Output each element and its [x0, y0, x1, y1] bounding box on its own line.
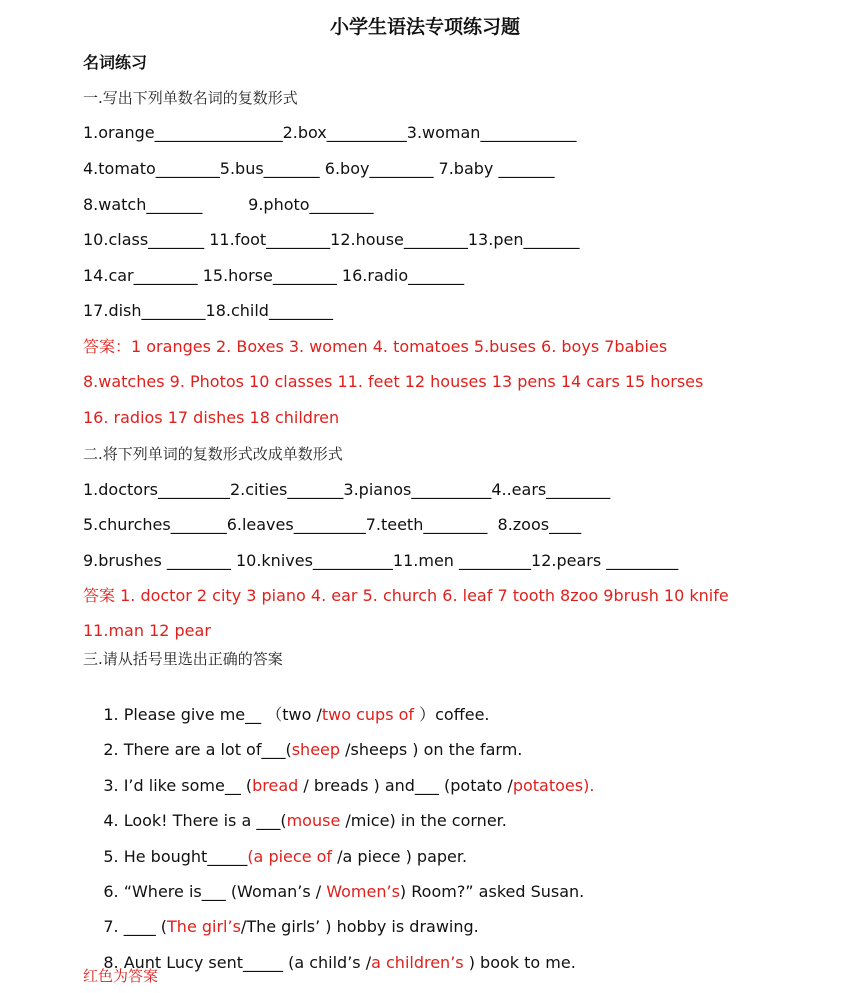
answer-highlight: a children’s: [371, 953, 464, 972]
exercise-line: 5.churches_______6.leaves_________7.teeth________ 8.zoos____: [83, 515, 582, 534]
question-text: ）coffee.: [414, 705, 490, 724]
question-text: 5. He bought_____: [103, 847, 248, 866]
question-text: /mice) in the corner.: [340, 811, 507, 830]
answer-line: 答案 1. doctor 2 city 3 piano 4. ear 5. church 6. leaf 7 tooth 8zoo 9brush 10 knife: [83, 586, 729, 605]
exercise-line: 10.class_______ 11.foot________12.house________13.pen_______: [83, 230, 580, 249]
question-text: 7. ____ (: [103, 917, 168, 936]
exercise-line: 1.orange________________2.box__________3.woman____________: [83, 123, 577, 142]
exercise-line: 4.tomato________5.bus_______ 6.boy________ 7.baby _______: [83, 159, 555, 178]
answer-line: 16. radios 17 dishes 18 children: [83, 408, 340, 427]
page-title: 小学生语法专项练习题: [329, 16, 520, 38]
answer-highlight: The girl’s: [167, 917, 241, 936]
exercise-line: 14.car________ 15.horse________ 16.radio_______: [83, 266, 465, 285]
question-text: /a piece ) paper.: [332, 847, 468, 866]
section-heading: 名词练习: [83, 53, 148, 72]
question-text: /sheeps ) on the farm.: [340, 740, 523, 759]
answer-highlight: potatoes).: [512, 776, 595, 795]
question-text: ) Room?” asked Susan.: [399, 882, 585, 901]
question-text: 6. “Where is___ (Woman’s /: [103, 882, 327, 901]
question-text: ) book to me.: [463, 953, 576, 972]
answer-line: 答案：1 oranges 2. Boxes 3. women 4. tomatoes 5.buses 6. boys 7babies: [83, 337, 668, 356]
exercise-line: 17.dish________18.child________: [83, 301, 333, 320]
answer-line: 11.man 12 pear: [83, 621, 211, 640]
answer-highlight: two cups of: [321, 705, 415, 724]
exercise-line: 8.watch_______ 9.photo________: [83, 195, 374, 214]
exercise-line: 9.brushes ________ 10.knives__________11.men _________12.pears _________: [83, 551, 679, 570]
question-text: 3. I’d like some__ (: [103, 776, 253, 795]
answer-highlight: sheep: [291, 740, 341, 759]
answer-key-note: 红色为答案: [83, 967, 159, 985]
answer-highlight: mouse: [286, 811, 341, 830]
question-text: 2. There are a lot of___(: [103, 740, 292, 759]
answer-highlight: bread: [252, 776, 299, 795]
exercise-line: 1.doctors_________2.cities_______3.pianos__________4..ears________: [83, 480, 611, 499]
answer-highlight: Women’s: [326, 882, 400, 901]
section3-instruction: 三.请从括号里选出正确的答案: [83, 650, 283, 668]
section1-instruction: 一.写出下列单数名词的复数形式: [83, 89, 298, 107]
question-text: 4. Look! There is a ___(: [103, 811, 287, 830]
section2-instruction: 二.将下列单词的复数形式改成单数形式: [83, 445, 343, 463]
answer-line: 8.watches 9. Photos 10 classes 11. feet 12 houses 13 pens 14 cars 15 horses: [83, 372, 704, 391]
question-text: 1. Please give me__ （two /: [103, 705, 322, 724]
question-text: 8. Aunt Lucy sent_____ (a child’s /: [103, 953, 372, 972]
question-text: / breads ) and___ (potato /: [298, 776, 513, 795]
question-text: /The girls’ ) hobby is drawing.: [240, 917, 479, 936]
answer-highlight: (a piece of: [247, 847, 333, 866]
